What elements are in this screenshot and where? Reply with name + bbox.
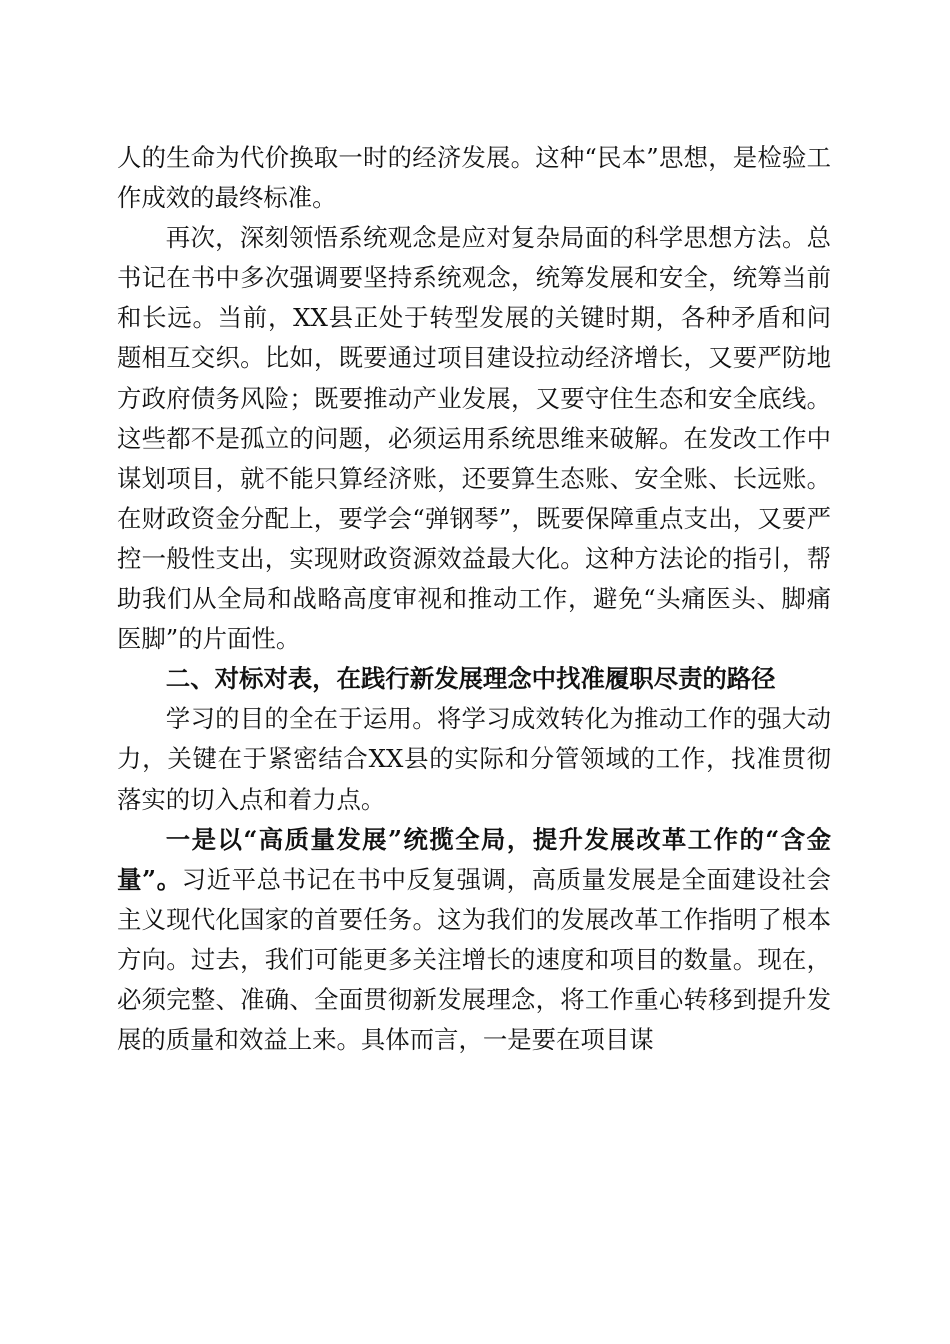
- paragraph-system-thinking: 再次，深刻领悟系统观念是应对复杂局面的科学思想方法。总书记在书中多次强调要坚持系统观念，统筹发展和安全，统筹当前和长远。当前，XX县正处于转型发展的关键时期，各种矛盾和问题相互交织。比如，既要通过项目建设拉动经济增长，又要严防地方政府债务风险；既要推动产业发展，又要守住生态和安全底线。这些都不是孤立的问题，必须运用系统思维来破解。在发改工作中谋划项目，就不能只算经济账，还要算生态账、安全账、长远账。在财政资金分配上，要学会“弹钢琴”，既要保障重点支出，又要严控一般性支出，实现财政资源效益最大化。这种方法论的指引，帮助我们从全局和战略高度审视和推动工作，避免“头痛医头、脚痛医脚”的片面性。: [117, 223, 831, 654]
- paragraph-continuation: 人的生命为代价换取一时的经济发展。这种“民本”思想，是检验工作成效的最终标准。: [117, 143, 831, 213]
- section-heading-2: 二、对标对表，在践行新发展理念中找准履职尽责的路径: [165, 664, 776, 694]
- document-body: [117, 138, 831, 1060]
- paragraph-learning-purpose: 学习的目的全在于运用。将学习成效转化为推动工作的强大动力，关键在于紧密结合XX县的实际和分管领域的工作，找准贯彻落实的切入点和着力点。: [117, 704, 831, 814]
- paragraph-high-quality-development: [117, 820, 831, 1061]
- paragraph-lead-sentence: 一是以“高质量发展”统揽全局，提升发展改革工作的“含金量”。: [117, 824, 831, 894]
- paragraph-body-text: 习近平总书记在书中反复强调，高质量发展是全面建设社会主义现代化国家的首要任务。这为我们的发展改革工作指明了根本方向。过去，我们可能更多关注增长的速度和项目的数量。现在，必须完整、准确、全面贯彻新发展理念，将工作重心转移到提升发展的质量和效益上来。具体而言，一是要在项目谋: [117, 864, 831, 1055]
